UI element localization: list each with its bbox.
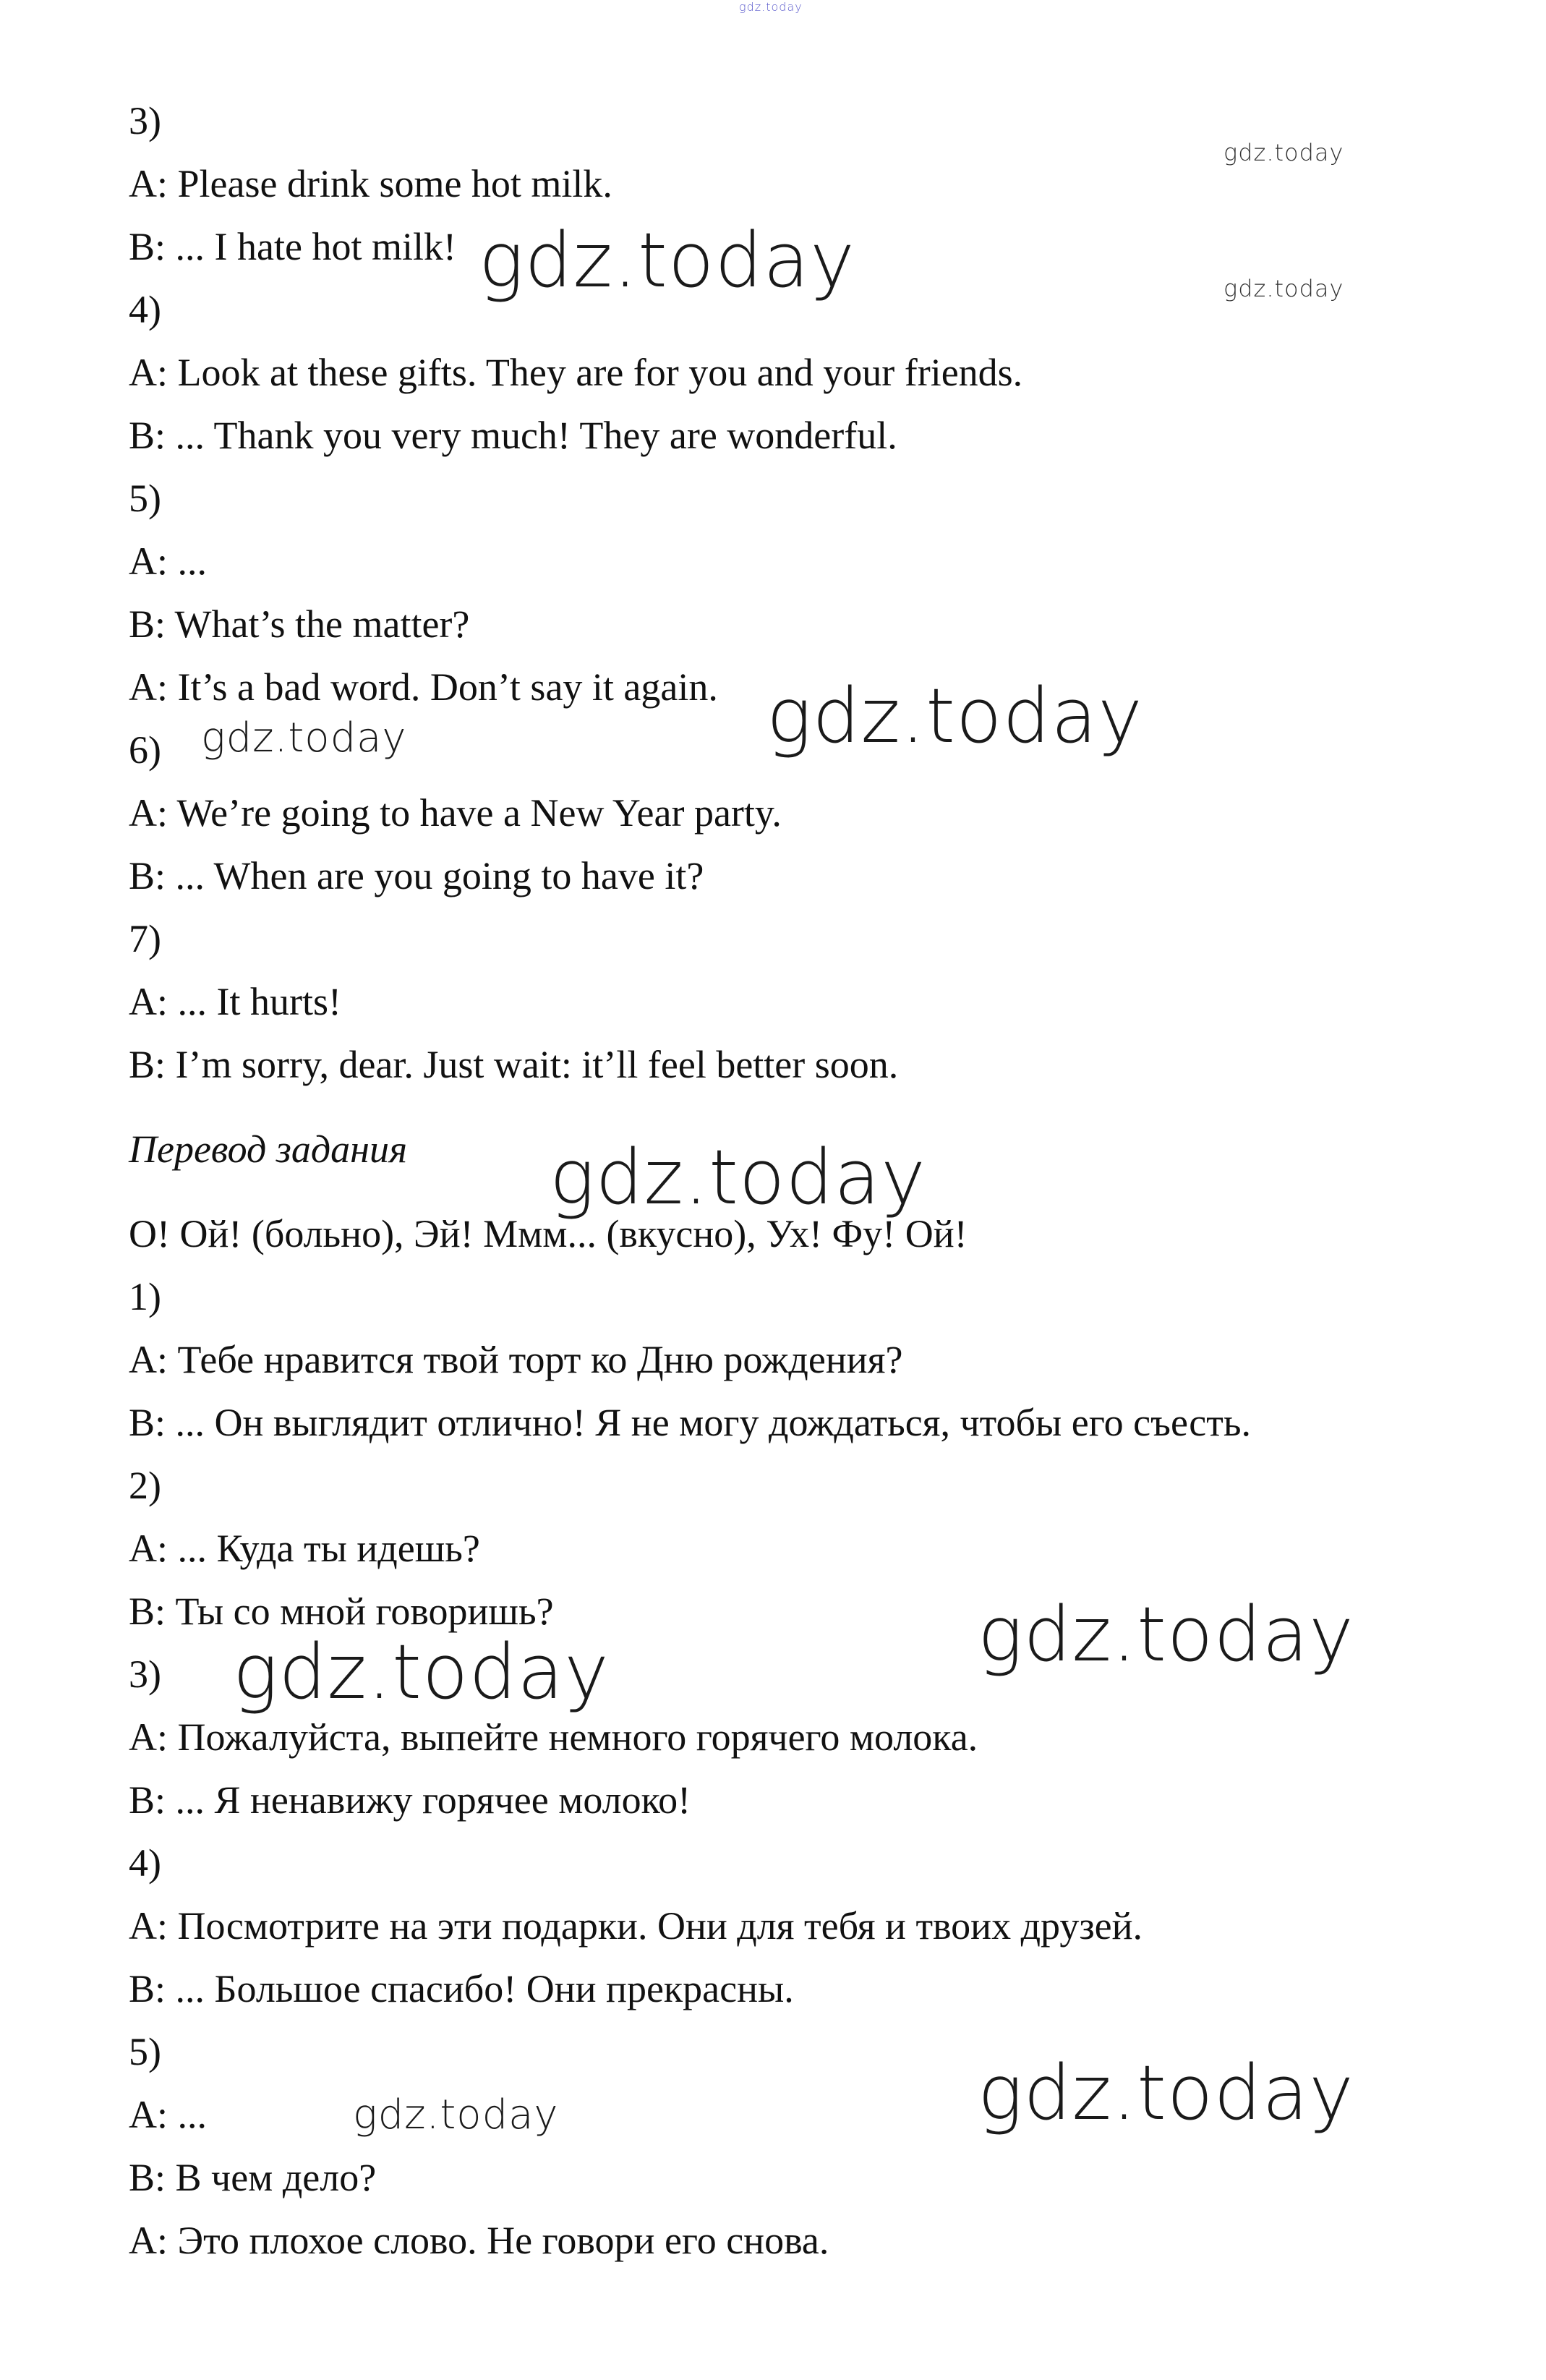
dialogue-line: B: ... When are you going to have it?	[129, 854, 704, 897]
dialogue-line: В: ... Он выглядит отлично! Я не могу дождаться, чтобы его съесть.	[129, 1401, 1251, 1444]
dialogue-line: B: ... Thank you very much! They are wonderful.	[129, 414, 897, 457]
watermark: gdz.today	[1223, 139, 1344, 166]
dialogue-line: А: ... Куда ты идешь?	[129, 1527, 480, 1570]
watermark: gdz.today	[353, 2091, 559, 2138]
dialogue-line: A: Look at these gifts. They are for you and your friends.	[129, 351, 1023, 394]
watermark: gdz.today	[201, 715, 407, 762]
item-number: 6)	[129, 728, 161, 772]
watermark: gdz.today	[550, 1133, 926, 1221]
item-number: 3)	[129, 99, 161, 142]
dialogue-line: В: ... Большое спасибо! Они прекрасны.	[129, 1967, 794, 2010]
watermark: gdz.today	[233, 1628, 610, 1716]
watermark: gdz.today	[1223, 275, 1344, 302]
dialogue-line: В: ... Я ненавижу горячее молоко!	[129, 1778, 691, 1822]
item-number: 5)	[129, 477, 161, 520]
item-number: 4)	[129, 288, 161, 331]
dialogue-line: B: What’s the matter?	[129, 602, 470, 646]
dialogue-line: А: Это плохое слово. Не говори его снова.	[129, 2219, 829, 2262]
dialogue-line: A: ...	[129, 539, 207, 583]
watermark-top: gdz.today	[739, 0, 803, 14]
interjections-line: О! Ой! (больно), Эй! Ммм... (вкусно), Ух! Фу! Ой!	[129, 1212, 968, 1255]
dialogue-line: А: Тебе нравится твой торт ко Дню рождения?	[129, 1338, 903, 1381]
dialogue-line: B: I’m sorry, dear. Just wait: it’ll feel better soon.	[129, 1043, 899, 1086]
dialogue-line: A: We’re going to have a New Year party.	[129, 791, 782, 835]
dialogue-line: А: ...	[129, 2093, 207, 2136]
dialogue-line: В: Ты со мной говоришь?	[129, 1590, 554, 1633]
dialogue-line: A: It’s a bad word. Don’t say it again.	[129, 665, 718, 709]
dialogue-line: А: Посмотрите на эти подарки. Они для тебя и твоих друзей.	[129, 1904, 1143, 1948]
watermark: gdz.today	[766, 672, 1143, 760]
watermark: gdz.today	[978, 1590, 1354, 1679]
item-number: 7)	[129, 917, 161, 960]
item-number: 4)	[129, 1841, 161, 1885]
item-number: 3)	[129, 1652, 161, 1696]
item-number: 2)	[129, 1464, 161, 1507]
dialogue-line: A: ... It hurts!	[129, 980, 341, 1023]
section-heading: Перевод задания	[129, 1127, 408, 1171]
watermark: gdz.today	[479, 216, 855, 304]
dialogue-line: B: ... I hate hot milk!	[129, 225, 456, 268]
dialogue-line: В: В чем дело?	[129, 2156, 377, 2199]
item-number: 5)	[129, 2030, 161, 2073]
dialogue-line: A: Please drink some hot milk.	[129, 162, 612, 205]
watermark: gdz.today	[978, 2049, 1354, 2137]
dialogue-line: А: Пожалуйста, выпейте немного горячего молока.	[129, 1715, 978, 1759]
item-number: 1)	[129, 1275, 161, 1318]
